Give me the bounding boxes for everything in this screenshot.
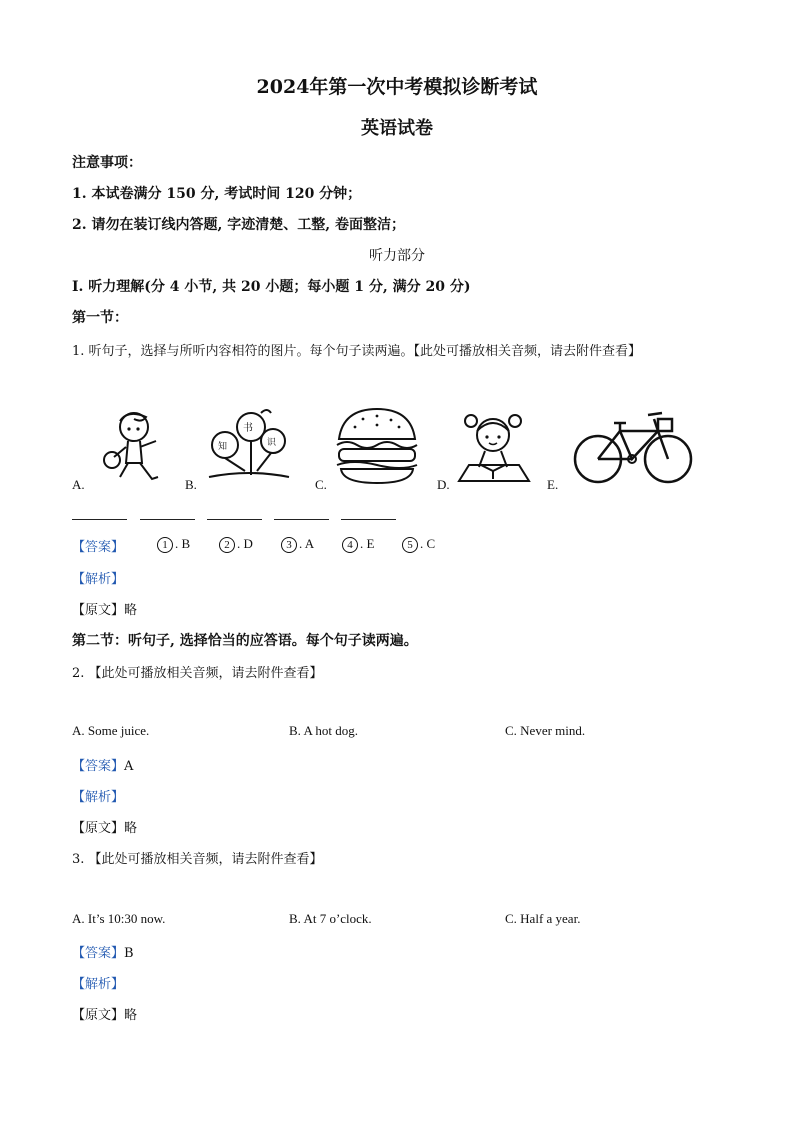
girl-reading-icon [455,405,533,489]
subsection-2-title: 第二节：听句子, 选择恰当的应答语。每个句子读两遍。 [72,633,418,649]
answer-blank-4[interactable] [274,519,329,520]
q1-answer-4 [342,536,374,553]
q3-answer [72,942,134,961]
q2-option-a: A. Some juice. [72,723,150,738]
page-subtitle: 英语试卷 [361,118,433,139]
q1-answer-1 [157,536,190,553]
answer-blank-3[interactable] [207,519,262,520]
subsection-1-title: 第一节： [72,310,128,326]
q2-prompt: 2. 【此处可播放相关音频，请去附件查看】 [72,666,323,681]
original-label: 【原文】 [72,1008,125,1023]
q3-option-c: C. Half a year. [505,911,581,926]
section-1-title: I. 听力理解(分 4 小节, 共 20 小题；每小题 1 分, 满分 20 分) [72,279,471,295]
answer-value: . E [360,536,375,551]
boy-football-icon [98,405,170,491]
answer-number: 3 [281,537,297,553]
q1-picture-a-label: A. [72,477,85,492]
q1-original [72,599,137,618]
q1-analysis-label: 【解析】 [72,572,125,587]
bicycle-icon [570,405,696,491]
answer-value: . D [237,536,253,551]
answer-value: A [124,759,134,774]
answer-number: 2 [219,537,235,553]
q3-option-a: A. It’s 10:30 now. [72,911,166,926]
notice-item-2: 2. 请勿在装订线内答题, 字迹清楚、工整, 卷面整洁； [72,217,405,233]
q1-picture-b-label: B. [185,477,197,492]
svg-text:书: 书 [243,423,253,434]
original-label: 【原文】 [72,821,125,836]
q1-answer-3 [281,536,314,553]
q1-answer-2 [219,536,253,553]
answer-blank-5[interactable] [341,519,396,520]
notice-item-1: 1. 本试卷满分 150 分, 考试时间 120 分钟； [72,186,362,202]
listening-part-title: 听力部分 [369,248,425,264]
q3-option-b: B. At 7 o’clock. [289,911,372,926]
notice-heading: 注意事项： [72,155,142,171]
q2-analysis-label: 【解析】 [72,790,125,805]
svg-text:识: 识 [267,438,277,448]
answer-value: . B [175,536,191,551]
q1-answer-label: 【答案】 [72,540,125,555]
svg-text:知: 知 [218,442,228,452]
q1-picture-e-label: E. [547,477,559,492]
original-text: 略 [124,603,138,618]
answer-blank-1[interactable] [72,519,127,520]
original-text: 略 [124,1008,138,1023]
q3-analysis-label: 【解析】 [72,977,125,992]
answer-number: 1 [157,537,173,553]
q3-original [72,1004,137,1023]
answer-label: 【答案】 [72,946,125,961]
plant-books-icon [205,405,293,487]
original-text: 略 [124,821,138,836]
q1-picture-c-label: C. [315,477,327,492]
q3-prompt: 3. 【此处可播放相关音频，请去附件查看】 [72,852,323,867]
hamburger-icon [333,405,421,491]
q1-answer-5 [402,536,435,553]
q1-picture-d-label: D. [437,477,450,492]
answer-label: 【答案】 [72,759,125,774]
answer-value: . A [299,536,315,551]
page-title: 2024年第一次中考模拟诊断考试 [256,76,538,98]
q2-answer [72,755,133,774]
q2-option-c: C. Never mind. [505,723,586,738]
answer-number: 5 [402,537,418,553]
q2-option-b: B. A hot dog. [289,723,358,738]
answer-value: B [124,946,134,961]
answer-blank-2[interactable] [140,519,195,520]
answer-value: . C [420,536,436,551]
q1-prompt: 1. 听句子，选择与所听内容相符的图片。每个句子读两遍。【此处可播放相关音频，请去附件查看】 [72,344,642,359]
q2-original [72,817,137,836]
original-label: 【原文】 [72,603,125,618]
answer-number: 4 [342,537,358,553]
